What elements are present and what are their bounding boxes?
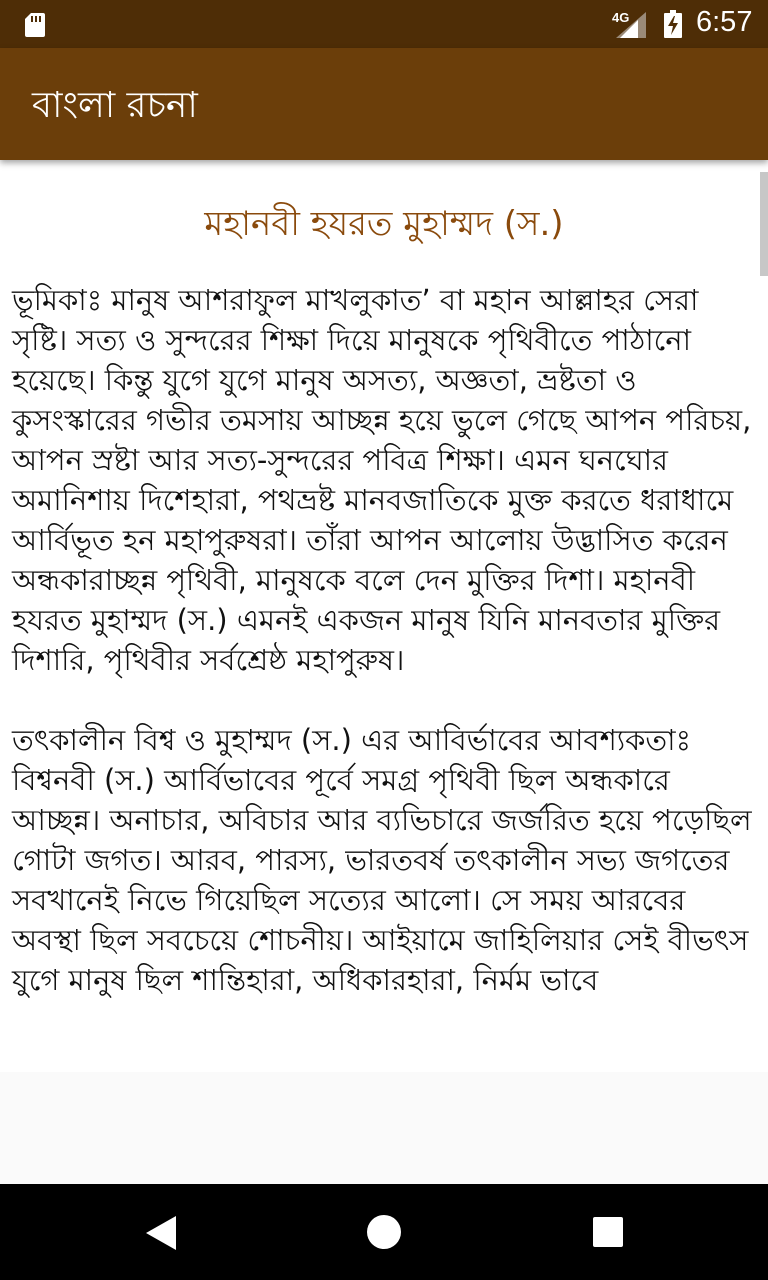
status-bar <box>0 0 768 48</box>
article-paragraph: ভূমিকাঃ মানুষ আশরাফুল মাখলুকাত’ বা মহান আল্লাহর সেরা সৃষ্টি। সত্য ও সুন্দরের শিক্ষা দিয়ে মানুষকে পৃথিবীতে পাঠানো হয়েছে। কিন্তু যুগে যুগে মানুষ অসত্য, অজ্ঞতা, ভ্রষ্টতা ও কুসংস্কারের গভীর তমসায় আচ্ছন্ন হয়ে ভুলে গেছে আপন পরিচয়, আপন স্রষ্টা আর সত্য-সুন্দরের পবিত্র শিক্ষা। এমন ঘনঘোর অমানিশায় দিশেহারা, পথভ্রষ্ট মানবজাতিকে মুক্ত করতে ধরাধামে আর্বিভূত হন মহাপুরুষরা। তাঁরা আপন আলোয় উদ্ভাসিত করেন অন্ধকারাচ্ছন্ন পৃথিবী, মানুষকে বলে দেন মুক্তির দিশা। মহানবী হযরত মুহাম্মদ (স.) এমনই একজন মানুষ যিনি মানবতার মুক্তির দিশারি, পৃথিবীর সর্বশ্রেষ্ঠ মহাপুরুষ। <box>12 283 752 677</box>
article-paragraph: তৎকালীন বিশ্ব ও মুহাম্মদ (স.) এর আবির্ভাবের আবশ্যকতাঃ বিশ্বনবী (স.) আর্বিভাবের পূর্বে সমগ্র পৃথিবী ছিল অন্ধকারে আচ্ছন্ন। অনাচার, অবিচার আর ব্যভিচারে জর্জরিত হয়ে পড়েছিল গোটা জগত। আরব, পারস্য, ভারতবর্ষ তৎকালীন সভ্য জগতের সবখানেই নিভে গিয়েছিল সত্যের আলো। সে সময় আরবের অবস্থা ছিল সবচেয়ে শোচনীয়। আইয়ামে জাহিলিয়ার সেই বীভৎস যুগে মানুষ ছিল শান্তিহারা, অধিকারহারা, নির্মম ভাবে <box>12 723 752 997</box>
signal-icon <box>616 12 646 38</box>
sd-card-icon <box>24 12 46 38</box>
article-content[interactable] <box>0 160 768 1072</box>
home-icon[interactable] <box>366 1214 402 1250</box>
network-type-label: 4G <box>612 10 630 25</box>
article-body <box>12 280 760 1000</box>
app-bar <box>0 48 768 160</box>
article-title: মহানবী হযরত মুহাম্মদ (স.) <box>204 204 564 244</box>
recents-icon[interactable] <box>592 1216 624 1248</box>
app-title: বাংলা রচনা <box>32 85 198 126</box>
battery-charging-icon <box>664 10 682 38</box>
navigation-bar <box>0 1184 768 1280</box>
back-icon[interactable] <box>144 1214 178 1252</box>
paragraph-spacer <box>12 680 760 720</box>
blank-area <box>0 1072 768 1184</box>
clock: 6:57 <box>696 6 753 38</box>
